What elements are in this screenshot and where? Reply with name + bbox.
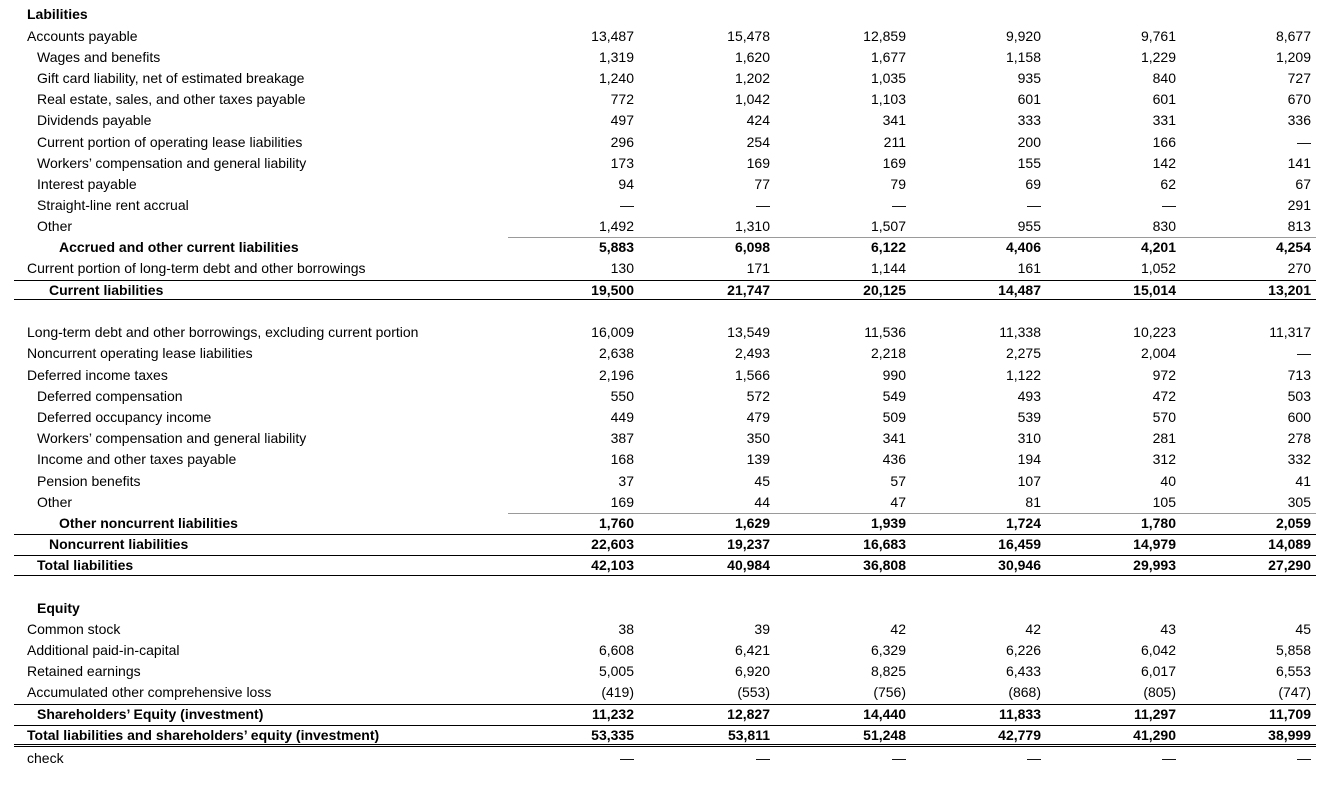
value-cell-col-4: 42,779 bbox=[998, 727, 1041, 743]
value-cell-col-5: 830 bbox=[1152, 218, 1176, 234]
value-cell-col-3: — bbox=[892, 197, 906, 213]
value-cell-col-1: 168 bbox=[610, 451, 634, 467]
value-cell-col-2: 2,493 bbox=[734, 345, 770, 361]
value-cell-col-1: 387 bbox=[610, 430, 634, 446]
row-label: Common stock bbox=[27, 621, 121, 637]
value-cell-col-6: 813 bbox=[1287, 218, 1311, 234]
value-cell-col-1: 6,608 bbox=[598, 642, 634, 658]
value-cell-col-6: 5,858 bbox=[1275, 642, 1311, 658]
row-label: Other noncurrent liabilities bbox=[59, 515, 238, 531]
value-cell-col-2: 1,629 bbox=[734, 515, 770, 531]
value-cell-col-4: 2,275 bbox=[1005, 345, 1041, 361]
table-row-pension-benefits bbox=[0, 471, 1329, 492]
value-cell-col-4: (868) bbox=[1008, 684, 1041, 700]
value-cell-col-2: 424 bbox=[746, 112, 770, 128]
value-cell-col-6: 13,201 bbox=[1268, 282, 1311, 298]
table-row-other bbox=[0, 216, 1329, 237]
table-row-interest-payable bbox=[0, 174, 1329, 195]
table-row-workers-compensation-and-general-liability bbox=[0, 428, 1329, 449]
value-cell-col-3: 12,859 bbox=[863, 28, 906, 44]
value-cell-col-4: 30,946 bbox=[998, 557, 1041, 573]
value-cell-col-3: 1,103 bbox=[870, 91, 906, 107]
value-cell-col-3: 341 bbox=[882, 112, 906, 128]
value-cell-col-4: 1,158 bbox=[1005, 49, 1041, 65]
value-cell-col-3: 169 bbox=[882, 155, 906, 171]
value-cell-col-5: 6,042 bbox=[1140, 642, 1176, 658]
value-cell-col-2: 44 bbox=[754, 494, 770, 510]
rule-above-current-liabilities bbox=[14, 280, 1316, 281]
table-row-deferred-compensation bbox=[0, 386, 1329, 407]
value-cell-col-6: 67 bbox=[1295, 176, 1311, 192]
row-label: Gift card liability, net of estimated breakage bbox=[37, 70, 305, 86]
row-label: check bbox=[27, 750, 64, 766]
value-cell-col-2: 350 bbox=[746, 430, 770, 446]
value-cell-col-5: 15,014 bbox=[1133, 282, 1176, 298]
value-cell-col-6: 332 bbox=[1287, 451, 1311, 467]
value-cell-col-4: 955 bbox=[1017, 218, 1041, 234]
value-cell-col-2: 1,042 bbox=[734, 91, 770, 107]
row-label: Workers’ compensation and general liability bbox=[37, 430, 307, 446]
row-label: Total liabilities bbox=[37, 557, 134, 573]
value-cell-col-2: 40,984 bbox=[727, 557, 770, 573]
table-row-accumulated-other-comprehensive-loss bbox=[0, 682, 1329, 703]
value-cell-col-4: 935 bbox=[1017, 70, 1041, 86]
row-label: Accrued and other current liabilities bbox=[59, 239, 299, 255]
value-cell-col-5: 9,761 bbox=[1140, 28, 1176, 44]
value-cell-col-2: 77 bbox=[754, 176, 770, 192]
row-label: Real estate, sales, and other taxes payable bbox=[37, 91, 306, 107]
value-cell-col-6: 713 bbox=[1287, 367, 1311, 383]
rule-above-shareholders-equity bbox=[14, 704, 1316, 705]
value-cell-col-1: 772 bbox=[610, 91, 634, 107]
table-row-noncurrent-liabilities bbox=[0, 534, 1329, 555]
value-cell-col-5: 472 bbox=[1152, 388, 1176, 404]
value-cell-col-5: 6,017 bbox=[1140, 663, 1176, 679]
value-cell-col-2: 6,920 bbox=[734, 663, 770, 679]
value-cell-col-3: 211 bbox=[883, 134, 906, 150]
value-cell-col-5: 105 bbox=[1152, 494, 1176, 510]
rule-above-total-liabilities bbox=[14, 555, 1316, 556]
value-cell-col-6: 727 bbox=[1287, 70, 1311, 86]
row-label: Noncurrent liabilities bbox=[49, 536, 189, 552]
value-cell-col-1: 1,319 bbox=[598, 49, 634, 65]
value-cell-col-4: 14,487 bbox=[998, 282, 1041, 298]
value-cell-col-6: 305 bbox=[1287, 494, 1311, 510]
value-cell-col-1: 169 bbox=[610, 494, 634, 510]
value-cell-col-2: 254 bbox=[746, 134, 770, 150]
table-row-wages-and-benefits bbox=[0, 47, 1329, 68]
value-cell-col-3: 6,329 bbox=[870, 642, 906, 658]
value-cell-col-2: 1,202 bbox=[734, 70, 770, 86]
value-cell-col-4: — bbox=[1027, 750, 1041, 766]
value-cell-col-4: 4,406 bbox=[1005, 239, 1041, 255]
value-cell-col-2: 171 bbox=[746, 260, 770, 276]
value-cell-col-1: 94 bbox=[618, 176, 634, 192]
value-cell-col-3: 16,683 bbox=[863, 536, 906, 552]
value-cell-col-3: 14,440 bbox=[863, 706, 906, 722]
value-cell-col-1: 5,005 bbox=[598, 663, 634, 679]
value-cell-col-2: 479 bbox=[746, 409, 770, 425]
value-cell-col-4: 107 bbox=[1017, 473, 1041, 489]
value-cell-col-5: 10,223 bbox=[1133, 324, 1176, 340]
table-row-current-portion-of-operating-lease-liabilities bbox=[0, 132, 1329, 153]
value-cell-col-3: 2,218 bbox=[870, 345, 906, 361]
rule-below-total-liabilities bbox=[14, 575, 1316, 576]
value-cell-col-6: 41 bbox=[1295, 473, 1311, 489]
table-row-workers-compensation-and-general-liability bbox=[0, 153, 1329, 174]
value-cell-col-5: 14,979 bbox=[1133, 536, 1176, 552]
value-cell-col-1: 449 bbox=[610, 409, 634, 425]
value-cell-col-6: 336 bbox=[1287, 112, 1311, 128]
value-cell-col-5: 43 bbox=[1160, 621, 1176, 637]
value-cell-col-5: 281 bbox=[1152, 430, 1176, 446]
table-row-dividends-payable bbox=[0, 110, 1329, 131]
value-cell-col-1: 130 bbox=[610, 260, 634, 276]
row-label: Accounts payable bbox=[27, 28, 138, 44]
value-cell-col-5: 166 bbox=[1152, 134, 1176, 150]
value-cell-col-2: 45 bbox=[754, 473, 770, 489]
value-cell-col-1: 2,196 bbox=[598, 367, 634, 383]
row-label: Deferred income taxes bbox=[27, 367, 168, 383]
value-cell-col-5: — bbox=[1162, 197, 1176, 213]
value-cell-col-3: 6,122 bbox=[870, 239, 906, 255]
value-cell-col-6: 670 bbox=[1287, 91, 1311, 107]
value-cell-col-5: 41,290 bbox=[1133, 727, 1176, 743]
value-cell-col-4: 601 bbox=[1017, 91, 1041, 107]
table-row-retained-earnings bbox=[0, 661, 1329, 682]
table-row-common-stock bbox=[0, 619, 1329, 640]
value-cell-col-6: 278 bbox=[1287, 430, 1311, 446]
value-cell-col-3: 47 bbox=[890, 494, 906, 510]
value-cell-col-6: 4,254 bbox=[1275, 239, 1311, 255]
value-cell-col-1: 550 bbox=[610, 388, 634, 404]
subtotal-rule-accrued bbox=[508, 237, 1316, 238]
value-cell-col-4: 16,459 bbox=[998, 536, 1041, 552]
value-cell-col-3: 549 bbox=[882, 388, 906, 404]
subtotal-rule-other-noncurrent bbox=[508, 513, 1316, 514]
value-cell-col-6: 11,317 bbox=[1269, 324, 1311, 340]
table-row-current-portion-of-long-term-debt-and-other-borrowings bbox=[0, 258, 1329, 279]
row-label: Other bbox=[37, 494, 73, 510]
row-label: Wages and benefits bbox=[37, 49, 161, 65]
value-cell-col-2: 12,827 bbox=[727, 706, 770, 722]
value-cell-col-6: 600 bbox=[1287, 409, 1311, 425]
value-cell-col-5: 601 bbox=[1152, 91, 1176, 107]
table-row-gift-card-liability-net-of-estimated-breakage bbox=[0, 68, 1329, 89]
value-cell-col-3: (756) bbox=[873, 684, 906, 700]
value-cell-col-1: 5,883 bbox=[598, 239, 634, 255]
value-cell-col-1: 1,492 bbox=[598, 218, 634, 234]
value-cell-col-2: 15,478 bbox=[727, 28, 770, 44]
value-cell-col-6: 2,059 bbox=[1275, 515, 1311, 531]
value-cell-col-2: 19,237 bbox=[727, 536, 770, 552]
row-label: Noncurrent operating lease liabilities bbox=[27, 345, 253, 361]
value-cell-col-1: — bbox=[620, 750, 634, 766]
value-cell-col-5: 312 bbox=[1152, 451, 1176, 467]
value-cell-col-5: 142 bbox=[1152, 155, 1176, 171]
value-cell-col-2: (553) bbox=[737, 684, 770, 700]
row-label: Deferred occupancy income bbox=[37, 409, 212, 425]
table-row-total-liabilities bbox=[0, 555, 1329, 576]
row-label: Straight-line rent accrual bbox=[37, 197, 189, 213]
row-label: Accumulated other comprehensive loss bbox=[27, 684, 272, 700]
row-label: Deferred compensation bbox=[37, 388, 183, 404]
table-row-long-term-debt-and-other-borrowings-excluding-current-portion bbox=[0, 322, 1329, 343]
value-cell-col-4: 6,433 bbox=[1005, 663, 1041, 679]
value-cell-col-3: 79 bbox=[890, 176, 906, 192]
value-cell-col-1: 1,240 bbox=[598, 70, 634, 86]
row-label: Workers’ compensation and general liability bbox=[37, 155, 307, 171]
table-row-noncurrent-operating-lease-liabilities bbox=[0, 343, 1329, 364]
value-cell-col-6: 6,553 bbox=[1275, 663, 1311, 679]
value-cell-col-2: — bbox=[756, 197, 770, 213]
value-cell-col-4: 333 bbox=[1017, 112, 1041, 128]
value-cell-col-4: 161 bbox=[1017, 260, 1041, 276]
row-label: Dividends payable bbox=[37, 112, 152, 128]
value-cell-col-3: 1,035 bbox=[870, 70, 906, 86]
value-cell-col-1: 42,103 bbox=[591, 557, 634, 573]
value-cell-col-6: 27,290 bbox=[1268, 557, 1311, 573]
value-cell-col-6: 503 bbox=[1287, 388, 1311, 404]
value-cell-col-1: 1,760 bbox=[598, 515, 634, 531]
value-cell-col-3: 51,248 bbox=[863, 727, 906, 743]
value-cell-col-4: 6,226 bbox=[1005, 642, 1041, 658]
table-row-accounts-payable bbox=[0, 26, 1329, 47]
value-cell-col-5: 4,201 bbox=[1140, 239, 1176, 255]
value-cell-col-1: (419) bbox=[601, 684, 634, 700]
value-cell-col-4: 200 bbox=[1017, 134, 1041, 150]
value-cell-col-5: 331 bbox=[1152, 112, 1176, 128]
value-cell-col-6: — bbox=[1297, 134, 1311, 150]
value-cell-col-2: 6,421 bbox=[734, 642, 770, 658]
row-label: Current portion of operating lease liabilities bbox=[37, 134, 303, 150]
value-cell-col-5: (805) bbox=[1143, 684, 1176, 700]
value-cell-col-3: 42 bbox=[890, 621, 906, 637]
row-label: Income and other taxes payable bbox=[37, 451, 237, 467]
table-row-income-and-other-taxes-payable bbox=[0, 449, 1329, 470]
value-cell-col-3: 1,507 bbox=[870, 218, 906, 234]
value-cell-col-3: — bbox=[892, 750, 906, 766]
value-cell-col-6: 270 bbox=[1287, 260, 1311, 276]
value-cell-col-2: 139 bbox=[746, 451, 770, 467]
value-cell-col-3: 36,808 bbox=[863, 557, 906, 573]
value-cell-col-3: 57 bbox=[890, 473, 906, 489]
row-label: Additional paid-in-capital bbox=[27, 642, 180, 658]
row-label: Current liabilities bbox=[49, 282, 164, 298]
rule-below-current-liabilities bbox=[14, 299, 1316, 300]
value-cell-col-4: 493 bbox=[1017, 388, 1041, 404]
value-cell-col-2: 1,620 bbox=[734, 49, 770, 65]
value-cell-col-3: 341 bbox=[882, 430, 906, 446]
table-row-total-liabilities-and-shareholders-equity-investment bbox=[0, 725, 1329, 746]
value-cell-col-4: 42 bbox=[1025, 621, 1041, 637]
table-row-deferred-occupancy-income bbox=[0, 407, 1329, 428]
value-cell-col-5: 570 bbox=[1152, 409, 1176, 425]
value-cell-col-5: 62 bbox=[1160, 176, 1176, 192]
double-rule-below-total bbox=[14, 744, 1316, 747]
value-cell-col-2: 572 bbox=[746, 388, 770, 404]
value-cell-col-6: 14,089 bbox=[1268, 536, 1311, 552]
row-label: Interest payable bbox=[37, 176, 137, 192]
row-label: Other bbox=[37, 218, 73, 234]
value-cell-col-4: 1,122 bbox=[1005, 367, 1041, 383]
rule-above-noncurrent-liabilities bbox=[14, 534, 1316, 535]
value-cell-col-1: 11,232 bbox=[591, 706, 634, 722]
value-cell-col-5: 1,052 bbox=[1140, 260, 1176, 276]
value-cell-col-1: 497 bbox=[610, 112, 634, 128]
value-cell-col-4: 155 bbox=[1017, 155, 1041, 171]
value-cell-col-2: — bbox=[756, 750, 770, 766]
value-cell-col-4: 69 bbox=[1025, 176, 1041, 192]
value-cell-col-2: 39 bbox=[754, 621, 770, 637]
value-cell-col-3: 990 bbox=[882, 367, 906, 383]
value-cell-col-1: 16,009 bbox=[591, 324, 634, 340]
value-cell-col-3: 509 bbox=[882, 409, 906, 425]
value-cell-col-1: 38 bbox=[618, 621, 634, 637]
value-cell-col-6: — bbox=[1297, 345, 1311, 361]
value-cell-col-2: 13,549 bbox=[727, 324, 770, 340]
value-cell-col-1: 19,500 bbox=[591, 282, 634, 298]
value-cell-col-3: 1,144 bbox=[870, 260, 906, 276]
value-cell-col-3: 1,677 bbox=[870, 49, 906, 65]
value-cell-col-4: — bbox=[1027, 197, 1041, 213]
row-label: Current portion of long-term debt and other borrowings bbox=[27, 260, 366, 276]
value-cell-col-5: 40 bbox=[1160, 473, 1176, 489]
value-cell-col-6: 291 bbox=[1287, 197, 1311, 213]
table-row-check bbox=[0, 748, 1329, 769]
value-cell-col-5: 29,993 bbox=[1133, 557, 1176, 573]
value-cell-col-6: 1,209 bbox=[1275, 49, 1311, 65]
value-cell-col-4: 11,833 bbox=[998, 706, 1041, 722]
table-row-straight-line-rent-accrual bbox=[0, 195, 1329, 216]
value-cell-col-5: 2,004 bbox=[1140, 345, 1176, 361]
value-cell-col-4: 194 bbox=[1017, 451, 1041, 467]
value-cell-col-5: 1,780 bbox=[1140, 515, 1176, 531]
value-cell-col-6: (747) bbox=[1278, 684, 1311, 700]
value-cell-col-2: 6,098 bbox=[734, 239, 770, 255]
rule-above-total-liabilities-equity bbox=[14, 725, 1316, 726]
value-cell-col-4: 310 bbox=[1017, 430, 1041, 446]
table-row-other bbox=[0, 492, 1329, 513]
value-cell-col-6: 45 bbox=[1295, 621, 1311, 637]
row-label: Retained earnings bbox=[27, 663, 141, 679]
value-cell-col-6: — bbox=[1297, 750, 1311, 766]
value-cell-col-4: 539 bbox=[1017, 409, 1041, 425]
row-label: Pension benefits bbox=[37, 473, 141, 489]
value-cell-col-2: 21,747 bbox=[727, 282, 770, 298]
value-cell-col-2: 1,310 bbox=[734, 218, 770, 234]
value-cell-col-2: 169 bbox=[746, 155, 770, 171]
value-cell-col-1: 22,603 bbox=[591, 536, 634, 552]
value-cell-col-1: 37 bbox=[618, 473, 634, 489]
value-cell-col-4: 1,724 bbox=[1005, 515, 1041, 531]
liabilities-section-heading bbox=[0, 4, 1329, 25]
row-label: Total liabilities and shareholders’ equity (investment) bbox=[27, 727, 380, 743]
value-cell-col-3: 20,125 bbox=[863, 282, 906, 298]
value-cell-col-1: — bbox=[620, 197, 634, 213]
value-cell-col-3: 8,825 bbox=[870, 663, 906, 679]
row-label: Long-term debt and other borrowings, excluding current portion bbox=[27, 324, 419, 340]
section-heading-label: Equity bbox=[37, 600, 80, 616]
value-cell-col-4: 11,338 bbox=[999, 324, 1041, 340]
table-row-real-estate-sales-and-other-taxes-payable bbox=[0, 89, 1329, 110]
value-cell-col-6: 8,677 bbox=[1275, 28, 1311, 44]
table-row-additional-paid-in-capital bbox=[0, 640, 1329, 661]
table-row-accrued-and-other-current-liabilities bbox=[0, 237, 1329, 258]
value-cell-col-1: 173 bbox=[610, 155, 634, 171]
value-cell-col-3: 436 bbox=[882, 451, 906, 467]
table-row-deferred-income-taxes bbox=[0, 365, 1329, 386]
value-cell-col-1: 2,638 bbox=[598, 345, 634, 361]
value-cell-col-5: 11,297 bbox=[1133, 706, 1176, 722]
value-cell-col-2: 53,811 bbox=[727, 727, 770, 743]
equity-section-heading bbox=[0, 598, 1329, 619]
value-cell-col-6: 11,709 bbox=[1268, 706, 1311, 722]
row-label: Shareholders’ Equity (investment) bbox=[37, 706, 264, 722]
value-cell-col-1: 13,487 bbox=[591, 28, 634, 44]
value-cell-col-5: 972 bbox=[1152, 367, 1176, 383]
table-row-current-liabilities bbox=[0, 280, 1329, 301]
value-cell-col-1: 53,335 bbox=[591, 727, 634, 743]
value-cell-col-5: — bbox=[1162, 750, 1176, 766]
table-row-shareholders-equity-investment bbox=[0, 704, 1329, 725]
value-cell-col-6: 38,999 bbox=[1268, 727, 1311, 743]
section-heading-label: Labilities bbox=[27, 6, 88, 22]
value-cell-col-2: 1,566 bbox=[734, 367, 770, 383]
value-cell-col-5: 1,229 bbox=[1140, 49, 1176, 65]
value-cell-col-1: 296 bbox=[610, 134, 634, 150]
value-cell-col-4: 81 bbox=[1025, 494, 1041, 510]
value-cell-col-3: 11,536 bbox=[864, 324, 906, 340]
value-cell-col-5: 840 bbox=[1152, 70, 1176, 86]
table-row-other-noncurrent-liabilities bbox=[0, 513, 1329, 534]
value-cell-col-6: 141 bbox=[1287, 155, 1311, 171]
value-cell-col-4: 9,920 bbox=[1005, 28, 1041, 44]
value-cell-col-3: 1,939 bbox=[870, 515, 906, 531]
